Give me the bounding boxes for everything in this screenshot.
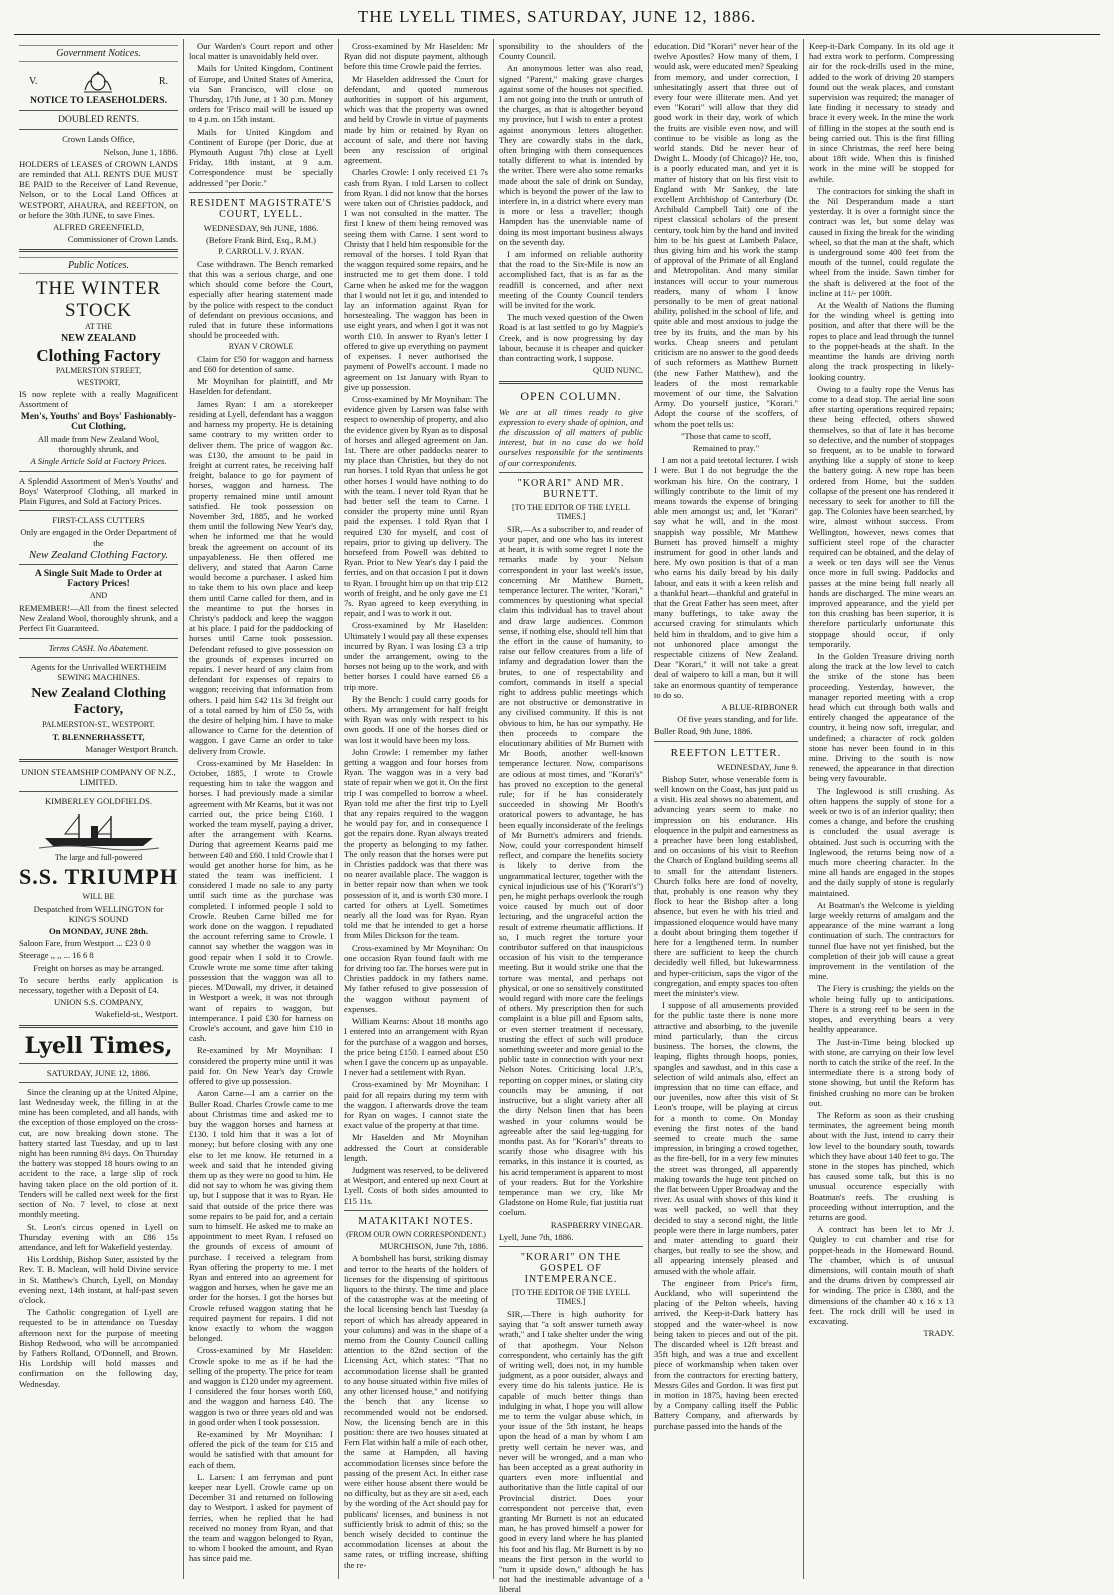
headline-matakitaki: MATAKITAKI NOTES. [358,1215,474,1227]
ad-line-4: A Single Article Sold at Factory Prices. [30,456,167,467]
ad-remember: REMEMBER!—All from the finest selected New Zealand Wool, thoroughly shrunk, and a Perfect Fit Guaranteed. [19,602,178,634]
coat-of-arms-icon [81,68,115,94]
rm-before: (Before Frank Bird, Esq., R.M.) [205,235,317,246]
divider [19,657,178,658]
article-para: L. Larsen: I am ferryman and punt keeper near Lyell. Crowle came up on December 31 and returned on following day to Westport. I asked for payment of ferries, when he replied that he had received no money from Ryan, and that the team and waggon belonged to Ryan, to whom I booked the amount, and Ryan has since paid me. [189,1471,333,1564]
article-para: Owing to a faulty rope the Venus has come to a dead stop. The aerial line soon after starting operations required repairs; these being effected, others showed themselves, so that of late it has become so defective, and the number of stoppages so frequent, as to be unable to forward anything like a supply of stone to keep the battery going. A new rope has been ordered from Home, but the sudden collapse of the present one has rendered it necessary to seek for another to fill the gap. The Colonies have been searched, by wire, almost without success. From Wellington, however, news comes that sufficient steel rope of the character required can be obtained, and the delay of a week or ten days will see the Venus once more in full swing. Paddocks and passes at the mine being full nearly all hands are discharged. The mine wears an improved appearance, and the yield per ton this crushing has been superior, it is therefore particularly unfortunate this stoppage should occur, if only temporarily. [809,383,954,649]
signature: QUID NUNC. [592,365,643,376]
article-para: Bishop Suter, whose venerable form is well known on the Coast, has just paid us a visit. His zeal shows no abatement, and advancing years seem to make no impression on his endurance. His eloquence in the pulpit and earnestness as a preacher have been long established, and on occasions of his visit to Reefton the Church of England building seems all to small for the attendant listeners. Church folks here are fond of novelty, that, probably is one reason why they flock to hear the Bishop after a long absence, but even he with his tried and impassioned eloquence would have many a doubt about bringing them together if here for a lengthened term. In number there are sufficient to keep the church decidedly well filled, but lukewarmness and hyper-criticism, saps the vigor of the congregation, and empty spaces too often meet the minister's view. [654,773,798,999]
article-para: Re-examined by Mr Moynihan: I considered the property mine until it was paid for. On New Year's day Crowle offered to give up possession. [189,1045,333,1087]
ad-nzcf: New Zealand Clothing Factory. [28,548,169,561]
article-para: Keep-it-Dark Company. In its old age it had extra work to perform. Compressing air for the rock-drills used in the mine, added to the work of driving 20 stampers found out the weak places, and constant supervision was required; the manager of late finding it necessary to steady and brace it every week. In the mine the work of filling in the stopes at the south end is being carried out. This is the first filling in since Christmas, the reef here being about 18ft wide. When this is finished work in the mine will be stopped for awhile. [809,41,954,184]
section-public-notices: Public Notices. [19,257,178,274]
article-para: Mails for United Kingdom and Continent of Europe (per Doric, due at Plymouth August 7th) close at Lyell Friday, 18th instant, at 9 a.m. Correspondence must be specially addressed "per Doric." [189,126,333,188]
headline-rm-court: RESIDENT MAGISTRATE'S COURT, LYELL. [189,197,333,220]
seal-v: V. [29,75,38,87]
article-para: I suppose of all amusements provided for the public taste there is none more attractive and absorbing, to the juvenile mind particularly, than the circus business. The horses, the clowns, the leaping, flights through hoops, ponies, spangles and sawdust, and in this case a selection of wild animals also, effect an impression that no time can efface, and our juveniles, now after this visit of St Leon's troupe, will be playing at circus for a month to come. On Monday evening the first notes of the band seemed to create much the same impression, in bringing a crowd together, as the fire-bell, for in a very few minutes the street was thronged, all apparently making towards the huge tent pitched on the flat between Upper Broadway and the river. As usual with shows of this kind it was well packed, so well that they decided to stay a second night, the little people were there in large numbers, pater and mater attending to guard their charges, but really to see the show, and all appearing intensely pleased and amused with the whole affair. [654,1000,798,1276]
notice-body: HOLDERS of LEASES of CROWN LANDS are reminded that ALL RENTS DUE MUST BE PAID to the Receiver of Land Revenue, Nelson, or to the Local Land Offices at WESTPORT, AHAURA, and REEFTON, on or before the 30th JUNE, to save Fines. [19,158,178,220]
ad-line-2: Men's, Youths' and Boys' Fashionably-Cut Clothing, [20,411,177,432]
article-para: Judgment was reserved, to be delivered at Westport, and entered up next Court at Lyell. Costs of both sides amounted to £15 11s. [344,1164,488,1206]
signer-role: Commissioner of Crown Lands. [67,234,178,245]
divider [19,110,178,111]
ad-line-1: IS now replete with a really Magnificent Assortment of [19,389,178,410]
article-para: The contractors for sinking the shaft in the Nil Desperandum made a start yesterday. It is over a fortnight since the contract was let, but some delay was caused in fixing the break for the winding wheel, so that the man at the shaft, which is underground some 400 feet from the mouth of the tunnel, could regulate the wheel from the inside. Sawn timber for the shaft is delivered at the foot of the incline at 11/- per 100ft. [809,185,954,298]
article-para: At the Wealth of Nations the fluming for the winding wheel is getting into position, and after that there will be the ropes to place and lead through the tunnel to the poppet-heads at the shaft. In the meantime the hands are driving north along the track prospecting in likely-looking country. [809,300,954,382]
article-para: Cross-examined by Mr Haselden: Mr Ryan did not dispute payment, although before this time Crowle paid the ferries. [344,41,488,72]
article-para: The Fiery is crushing; the yields on the whole being fully up to anticipations. There is a strong reef to be seen in the stopes, and everything bears a very healthy appearance. [809,983,954,1035]
poem-line: Remained to pray." [692,442,760,453]
to-editor: [TO THE EDITOR OF THE LYELL TIMES.] [512,502,630,522]
notice-subtitle: DOUBLED RENTS. [57,114,139,126]
ad-cutters-2: Only are engaged in the Order Department of the [20,527,177,548]
reefton-date: WEDNESDAY, June 9. [716,761,798,772]
seal-r: R. [158,75,168,87]
office-name: Crown Lands Office, [62,134,135,145]
divider [654,741,798,742]
article-para: John Crowle: I remember my father getting a waggon and four horses from Ryan. The waggon was in a very bad state of repair when we got it. On the first trip I was compelled to borrow a wheel. Ryan told me after the first trip to Lyell that any repairs required to the waggon he would pay for, and in consequence I got the repairs done. Ryan always treated the property as belonging to my father. The only reason that the horses were put in Christies paddock was that there was no nearer available place. The waggon is in better repair now than when we took possession of it, and is worth £30 more. I carted for others at Lyell. Sometimes nearly all the load was for Ryan. Ryan told me that he intended to get a horse from Miles Dickson for the team. [344,746,488,941]
headline-reefton-letter: REEFTON LETTER. [670,746,782,759]
columns [14,39,1100,1595]
article-para: James Ryan: I am a storekeeper residing at Lyell, defendant has a waggon and harness my property. He is detaining same contrary to my written order to deliver them. The price of waggon &c. was £130, the amount to be paid in freight at current rates, he receiving half freight, balance to go for payment of horses, waggon and harness. The property remained mine until amount satisfied. He took possession on November 3rd, 1885, and he worked them until the following New Year's day, when he informed me that he would break the agreement on account of its unpayableness. He then offered me delivery, and stated that Aaron Carne would become a purchaser. I asked him to take them to his own place and keep them until Carne called for them, and in the meantime to put the horses in Christy's paddock and keep the waggon at his place. I paid for the paddocking of horses until Carne took possession. Defendant refused to give possession on the grounds of expenses incurred on repairs. I never heard of any claim from defendant for expenses of repairs to waggon; receiving that information from others. I paid him £42 11s 3d freight out of a total earned by him of £50 5s, with the desire of helping him. I have to make allowance to Carne for the detention of waggon. I gave Carne an order to take delivery from Crowle. [189,398,333,756]
article-para: In the Golden Treasure driving north along the track at the low level to catch the strike of the stone has been proceeding. Yesterday, however, the manager reported meeting with a crop head which cut through both walls and entirely changed the appearance of the country, it being now soft, irregular, and undefined; a character of rock golden stone has never been found in in this mine. Driving to the south is now renewed, the appearance in that direction being very favourable. [809,650,954,784]
column-4 [494,39,649,1595]
poem-line: "Those that came to scoff, [681,430,771,441]
ad-kimberley: KIMBERLEY GOLDFIELDS. [44,796,153,807]
ad-usc-2: Wakefield-st., Westport. [95,1009,178,1020]
signature: A BLUE-RIBBONER [721,702,798,712]
signature: RASPBERRY VINEGAR. [550,1219,643,1230]
ad-blennerhassett: T. BLENNERHASSETT, [52,731,145,742]
mat-sub: (FROM OUR OWN CORRESPONDENT.) [346,1229,486,1239]
article-para: The Just-in-Time being blocked up with stone, are carrying on their low level north to catch the strike of the reef. In the intermediate there is a strong body of stone showing, but until the Reform has finished crushing no more can be broken out. [809,1036,954,1108]
divider [189,192,333,193]
ad-will-be: WILL BE [82,892,115,902]
article-para: Mr Moynihan for plaintiff, and Mr Haselden for defendant. [189,376,333,397]
ad-secure: To secure berths early application is necessary, together with a Deposit of £4. [19,974,178,996]
ad-large: The large and full-powered [54,852,143,862]
signature-place: Lyell, June 7th, 1886. [499,1231,574,1242]
article-para: The Inglewood is still crushing. As often happens the supply of stone for a week or two is of an inferior quality; then comes a change, and before the crushing is concluded the usual average is obtained. Just such is occurring with the Inglewood, the returns being now of a much more cheering character. In the mine all hands are engaged in the stopes and the daily supply of stone is regularly maintained. [809,785,954,898]
signature: TRADY. [923,1328,954,1339]
steamship-illustration [39,810,159,850]
ad-freight: Freight on horses as may be arranged. [33,962,164,973]
divider [499,1246,643,1247]
case-title: RYAN V CROWLE [228,342,294,352]
divider [499,472,643,473]
ad-new-zealand: NEW ZEALAND [60,332,137,344]
divider [19,1025,178,1028]
signer: ALFRED GREENFIELD, [53,222,144,233]
office-date: Nelson, June 1, 1886. [103,146,178,157]
ad-steerage: Steerage ,, ,, ... 16 6 8 [19,950,94,961]
article-para: Charles Crowle: I only received £1 7s cash from Ryan. I told Larsen to collect from Ryan. I did not know that the horses were taken out of Christies paddock, and I was not consulted in the matter. The first I knew of them being removed was seeing them with Carne. I sent word to Christy that I held him responsible for the removal of the horses. I told Ryan that the waggon required some repairs, and he instructed me to get them done. I told Carne when he asked me for the waggon that I would not let it go, and intended to lay an information against Ryan for horsestealing. The waggon has been in use eight years, and when I got it was not worth £10. In answer to Ryan's letter I offered to give up everything on payment of expenses. I never authorised the payment of Powell's account. I made no agreement on 1st January with Ryan to give up possession. [344,167,488,392]
article-para: Cross-examined by Mr Moynihan: On one occasion Ryan found fault with me for driving too far. The horses were put in Christies paddock in my fathers name. My father refused to give possession of the waggon without payment of expenses. [344,942,488,1014]
divider [19,564,178,565]
notice-title: NOTICE TO LEASEHOLDERS. [30,95,167,106]
column-5 [649,39,804,1579]
article-para: Mails for United Kingdom, Continent of Europe, and United States of America, via San Francisco, will close on Thursday, 17th June, at 1 30 p.m. Money orders for 'Frisco mail will be issued up to 4 p.m. on 15th instant. [189,63,333,125]
ad-street: PALMERSTON STREET, [55,366,142,376]
article-para: Mr Haselden addressed the Court for defendant, and quoted numerous authorities in support of his argument, which was that the property was owned and held by Crowle in virtue of payments made by him or retained by Ryan on account of sale, and there not having been any rescission of original agreement. [344,73,488,166]
signature-place: Buller Road, 9th June, 1886. [654,726,753,737]
article-para: education. Did "Korari" never hear of the twelve Apostles? How many of them, I would ask, were educated men? Speaking from memory, and under correction, I unhesitatingly assert that three out of every four were illiterate men. And yet even "Korari" will allow that they did good work in their day, work of which the fruits are visible even now, and will continue to be visible as long as the world stands. Did he never hear of Dwight L. Moody (of Chicago)? He, too, is a poorly educated man, and yet it is matter of history that on his first visit to England with Mr Sankey, the late excellent Archbishop of Canterbury (Dr. Archibald Campbell Tait) one of the ripest classical scholars of the present century, took him by the hand and invited him to be his guest at Lambeth Palace, thus giving him and his work the stamp of approval of the Primate of all England and Metropolitan. And many similar instances will occur to your numerous readers, many of whom I know personally to be men of great national ability, polished in the school of life, and quite able and most anxious to judge the tree by its fruits, and the man by his works. Cheap sneers and petulant criticism are no answer to the good deeds of such reformers as Matthew Burnett (the new Father Matthew), and the leaders of the most remarkable movement of our time, the Salvation Army. Do yourself justice, "Korari." Adopt the course of the scoffers, of whom the poet tells us: [654,41,798,429]
ad-manager: Manager Westport Branch. [85,743,178,754]
article-para: Mr Haselden and Mr Moynihan addressed the Court at considerable length. [344,1132,488,1163]
article-para: Cross-examined by Mr Moynihan: I paid for all repairs during my term with the waggon. I afterwards drove the team for Ryan on wages. I cannot state the exact value of the property at that time. [344,1079,488,1131]
ad-street-2: PALMERSTON-ST., WESTPORT. [42,720,155,730]
article-para: The much vexed question of the Owen Road is at last settled to go by Magpie's Creek, and is now progressing by day labour, because it is cheaper and quicker than contracting work, I suppose. [499,312,643,364]
divider [19,471,178,472]
article-para: Cross-examined by Mr Moynihan: The evidence given by Larsen was false with respect to ownership of property, and also the evidence given by Ryan as to disposal of horses and alleged agreement on Jan. 1st. There are other paddocks nearer to my place than Christies, but they do not run horses. I told Ryan that unless he got other horses I would have nothing to do with the team. I never told Ryan that he had better sell the team to Carne. I consider the property mine until Ryan paid the expenses. I told Ryan that I required £30 for myself, and cost of repairs, prior to giving up delivery. The horsefeed from Powell was debited to Ryan. Prior to New Year's day I paid the ferries, and on that occasion I put it down to Ryan. I brought him up on that trip £12 worth of freight, and he only gave me £1 7s. Ryan agreed to keep everything in repair, and I was to work it out. [344,393,488,619]
article-para: A bombshell has burst, striking dismay and terror to the hearts of the holders of licenses for the dispensing of spirituous liquors to the thirsty. The time and place of the catastrophe was at the meeting of the local licensing bench last Tuesday (a report of which has already appeared in your columns) and was in the shape of a memo from the County Council calling attention to the 82nd section of the Licensing Act, which states: "That no accommodation license shall be granted to any house situated within five miles of any other licensed house," and notifying the bench that any license so recommended would not be endorsed. Now, the licensing bench are in this position: there are two houses situated at Fern Flat within half a mile of each other, the same at Hampden, all having accommodation licenses since before the passing of the present Act. In either case were either house absent there would be no difficulty, but as they are sit a-ed, each by the wording of the Act should pay for publicans' licenses, and business is not sufficiently brisk to admit of this; so the bench wisely decided to continue the accommodation licenses at about the same rates, or trifling increase, shifting the re- [344,1253,488,1570]
article-para: sponsibility to the shoulders of the County Council. [499,41,643,62]
ad-at-the: AT THE [84,322,113,332]
ad-winter-stock: THE WINTER STOCK [35,278,162,322]
signature-sub: Of five years standing, and for life. [677,714,798,725]
editorial-para: St. Leon's circus opened in Lyell on Thursday evening with an £86 15s attendance, and left for Wakefield yesterday. [19,1221,178,1252]
editorial-para: His Lordship, Bishop Suter, assisted by the Rev. T. B. Maclean, will hold Divine service in St. Matthew's Church, Lyell, on Monday evening next, 14th instant, at half-past seven o'clock. [19,1254,178,1305]
article-para: At Boatman's the Welcome is yielding large weekly returns of amalgam and the appearance of the mine warrant a long continuation of such. The contractors for tunnel flue have not yet finished, but the completion of their job will cause a great improvement in the ventilation of the mine. [809,899,954,982]
divider [19,791,178,792]
headline-korari-gospel: "KORARI" ON THE GOSPEL OF INTEMPERANCE. [520,1251,622,1285]
ad-saloon: Saloon Fare, from Westport ... £23 0 0 [19,938,151,949]
open-column-note: We are at all times ready to give expression to every shade of opinion, and the discussion of all matters of public interest, but in no case do we hold ourselves responsible for the sentiments of our correspondents. [499,406,643,468]
editorial-para: The Catholic congregation of Lyell are requested to be in attendance on Tuesday afternoon next for the purpose of meeting Bishop Redwood, who will be accompanied by Fathers Rolland, O'Donnell, and Brown. His Lordship will hold masses and confirmation on the following day, Wednesday. [19,1307,178,1389]
divider [19,638,178,639]
divider [19,1082,178,1083]
divider [19,249,178,252]
section-government-notices: Government Notices. [19,45,178,62]
article-para: An anonymous letter was also read, signed "Parent," making grave charges against some of the houses not specified. I am not going into the truth or untruth of the charges, as that is altogether beyond my province, but I wish to enter a protest against anonymous letters altogether. They are cowardly stabs in the dark, often bringing with them consequences totally different to what is intended by the writer. There were also some remarks made about the sale of drink on Sunday, which is beyond the power of the law to interfere in, in a district where every man is more or less a traveller; though Hampden has the unenviable name of doing its most important business always on the seventh day. [499,63,643,247]
rm-date: WEDNESDAY, 9th JUNE, 1886. [203,222,319,233]
divider [19,510,178,511]
ad-ss-triumph: S.S. TRIUMPH [19,864,178,890]
issue-date: SATURDAY, JUNE 12, 1886. [46,1067,151,1078]
article-para: William Kearns: About 18 months ago I entered into an arrangement with Ryan for the purchase of a waggon and horses, the price being £150. I earned about £50 when I gave the concern up as unpayable. I never had a settlement with Ryan. [344,1016,488,1078]
royal-seal [19,66,178,96]
article-para: Cross-examined by Mr Haselden: In October, 1885, I wrote to Crowle requesting him to take the waggon and horses. I had previously made a similar agreement with Mr Kearns, but it was not carried out, the price being £160. I worked the team myself, paying a driver, after the arrangement with Kearns. During that agreement Kearns paid me between £40 and £60. I told Crowle that I would get another horse for him, as he stated the team was inefficient. I considered I made no sale to any party until such time as the purchase was completed. I informed people I sold to Crowle. Reuben Carne billed me for work done on the waggon. I repudiated the account referring same to Crowle. I cannot say whether the waggon was in good repair when I sold it to Crowle. Crowle wrote me some time after taking possession that the waggon was all to pieces. M'Dowall, my driver, it detained in Westport a week, it was not through want of repairs to waggon, but intemperance. I paid £30 for harness on Crowle's account, and gave him £10 in cash. [189,757,333,1044]
article-para: The Reform as soon as their crushing terminates, the agreement being month about with the Just, intend to carry their low level to the boundary south, towards which they have about 140 feet to go. The stone in the stopes has pinched, which has caused some talk, but this is no unusual occurence especially with Boatman's reefs. The crushing is proceeding without interruption, and the returns are good. [809,1109,954,1222]
column-1 [14,39,184,1579]
divider [499,381,643,384]
ad-single-suit: A Single Suit Made to Order at Factory Prices! [34,567,163,590]
divider [344,1210,488,1211]
article-para: Our Warden's Court report and other local matter is unavoidably held over. [189,41,333,62]
ad-and: AND [89,591,108,601]
ad-despatched: Despatched from WELLINGTON for KING'S SOUND [33,903,164,924]
article-para: Case withdrawn. The Bench remarked that this was a serious charge, and one which should come before the Court, especially after hearing statement made by the police with respect to the conduct of defendant on previous occasions, and ruled that in future these informations should be proceeded with. [189,258,333,341]
to-editor: [TO THE EDITOR OF THE LYELL TIMES.] [512,1287,630,1307]
ad-line-3: All made from New Zealand Wool, thoroughly shrunk, and [37,433,160,455]
article-para: Claim for £50 for waggon and harness and £60 for detention of same. [189,353,333,375]
ad-usc: UNION S.S. COMPANY, [53,997,144,1008]
article-para: The engineer from Price's firm, Auckland, who will superintend the placing of the Pelton wheels, having arrived, the Keep-it-Dark battery has stopped and the water-wheel is now being taken to pieces and out of the pit. The discarded wheel is 12ft breast and 35ft high, and was a true and excellent piece of workmanship when taken over from the contractors for erecting battery, Messrs Giles and Gordon. It was first put in motion in 1875, having been erected by a Company calling itself the Public Battery Company, and afterwards by purchase passed into the hands of the [654,1277,798,1431]
divider [19,759,178,762]
article-para: Aaron Carne—I am a carrier on the Buller Road. Charles Crowle came to me about Christmas time and asked me to buy the waggon horses and harness at £130. I told him that it was a lot of money; but before closing with any one else to let me know. He returned in a week and said that he intended giving them up as they were no good to him. He did not say to whom he was giving them up, but I suppose that it was to Ryan. He said that outside of the price there was some repairs to be paid for, and a certain sum to himself. He asked me to make an appointment to meet Ryan. I refused on the grounds of excess of amount of purchase. I received a telegram from Ryan offering the property to me. I met Ryan and entered into an agreement for waggon and horses, when he gave me an order for the horses. I got the horses but Crowle refused waggon stating that he required payment for repairs. I did not know exactly to whom the waggon belonged. [189,1088,333,1344]
case-title: P. CARROLL V. J. RYAN. [218,247,304,257]
steamship-icon [19,810,178,850]
lyell-times-logo: Lyell Times, [24,1032,173,1059]
ad-union: UNION STEAMSHIP COMPANY OF N.Z., LIMITED. [21,767,176,788]
headline-korari-burnett: "KORARI" AND MR. BURNETT. [517,477,625,500]
editorial-para: Since the cleaning up at the United Alpine, last Wednesday week, the filling in at the mine has been completed, and all hands, with the exception of those employed on the cross-cut, are now breaking down stone. The battery started last Tuesday, and up to last night has been running 8½ days. On Thursday the battery was stopped 18 hours owing to an accident to the race, a large slip of rock having taken place on the old portion of it. Tenders will be called next week for the first section of No. 7 level, to close at next monthly meeting. [19,1086,178,1220]
article-para: Cross-examined by Mr Haselden: Crowle spoke to me as if he had the selling of the property. The price for team and waggon is £120 under my agreement. I considered the four horses worth £60, and the waggon and harness £40. The waggon is two or three years old and was in good order when I took possession. [189,1345,333,1427]
masthead [14,0,1100,35]
column-2 [184,39,339,1579]
ad-terms: Terms CASH. No Abatement. [48,642,149,653]
article-para: SIR,—As a subscriber to, and reader of your paper, and one who has its interest at heart, it is with some regret I note the remarks made by your Nelson correspondent in your last week's issue, concerning Mr Matthew Burnett, temperance lecturer. The writer, "Korari," commences by questioning what special claim this individual has to travel about and draw large audiences. Common sense, if nothing else, should tell him that the effort in the cause of humanity, to raise our fellow creatures from a life of infamy and degradation lower than the brutes, to one of respectability and comfort, commands in itself a special right to address public meetings which are not obstructive or demonstrative in any civilised community. If this is not obvious to him, he has our sympathy. He then proceeds to compare the elocutionary abilities of Mr Burnett with Mr Booth, another well-known temperance lecturer. Now, comparisons are odious at most times, and "Korari's" has proved no exception to the general rule; for if he has considerately succeeded in showing Mr Booth's oratorical powers to advantage, he has been equally inconsiderate of the feelings of Mr Burnett's admirers and friends. Now, could your correspondent himself reflect, and compare the benefits society is likely to derive from the ungrammatical lecturer, together with the cynical injudicious use of his ("Korari's") pen, he might perhaps overlook the rough voice caused by much out of door lecturing, and the ungraceful action the result of extreme rheumatic afflictions. If so, I much regret the torture your contributor suffered on that inauspicious occasion of his visit to the temperance meeting. But it would strike one that the torture was mental, and perhaps not physical, or one so sensitively constituted would regard with more care the feelings of others. My prescription then for such complaint is a blue pill and Epsom salts, or even sterner treatment if necessary, trusting the effect of such will produce something sweeter and more genial to the public taste in connection with your next Nelson Notes. Criticising local J.P.'s, reporting on copper mines, or slating city councils may be amusing, if not instructive, but a slight variety after all the dirty Nelson linen that has been washed in your columns would be agreeable after the said leg-tugging for months past. As for "Korari's" threats to scarify those who disagree with his remarks, in this instance it is courted, as his acrid temperament is apparent to most of your readers. But for the Yorkshire temperance man we cry, like Mr Gladstone on Home Rule, fiat justitia ruat coelum. [499,523,643,1218]
ad-clothing-factory: Clothing Factory [36,346,161,366]
ad-town: WESTPORT, [76,377,121,387]
divider [19,1063,178,1064]
article-para: By the Bench: I could carry goods for others. My arrangement for half freight with Ryan was only with respect to his own goods. If one of the horses died or was lost it would have been my loss. [344,693,488,745]
article-para: Re-examined by Mr Moynihan: I offered the pick of the team for £15 and would be satisfied with that amount for each of them. [189,1429,333,1470]
mat-date: MURCHISON, June 7th, 1886. [379,1241,488,1252]
masthead-text: THE LYELL TIMES, SATURDAY, JUNE 12, 1886. [357,7,757,26]
ad-monday: On MONDAY, JUNE 28th. [49,926,148,937]
column-3 [339,39,494,1579]
ad-cutters: FIRST-CLASS CUTTERS [52,515,145,526]
ad-nzcf-2: New Zealand Clothing Factory, [31,686,166,718]
article-para: SIR,—There is high authority for saying that "a soft answer turneth away wrath," and I take shelter under the wing of that apothegm. Your Nelson correspondent, who certainly has the gift of writing well, does not, in my humble judgment, as a poor outsider, always and every time do his talents justice. He is capable of much better things than indulging in what, I hope you will allow me to term the vulgar abuse which, in your issue of the 5th instant, he heaps upon the head of a man by whom I am pretty well certain he never was, and never will be wronged, and a man who has been accepted as a great authority in quarters even more influential and authoritative than the little capital of our Provincial district. Does your correspondent not perceive that, even granting Mr Burnett is not an educated man, he has proved himself a power for good in every land where he has planted his foot and his flag. Mr Burnett is by no means the first person in the world to "turn it upside down," although he has not had the inestimable advantage of a liberal [499,1308,643,1595]
column-6 [804,39,959,1579]
divider [19,129,178,130]
article-para: I am not a paid teetotal lecturer. I wish I were. But I do not begrudge the the workman his hire. On the contrary, I willingly contribute to the limit of my means towards the expense of bringing able men amongst us; and, let "Korari" say what he will, and in the most snappish way possible, Mr Matthew Burnett has proved himself a mighty instrument for good in other lands and here. My own position is that of a man who earns his daily bread by his daily labour, and eats it with a keen relish and a thankful heart—thankful and grateful in that the Great Father has seen meet, after many buffetings, to take away the accursed craving for stimulants which held him in thraldom, and to give him a not unhonored place amongst the respectable citizens of New Zealand. Dear "Korari," it will not take a great deal of waipero to kill a man, but it will take an enormous quantity of temperance to do so. [654,455,798,700]
article-para: Cross-examined by Mr Haselden: Ultimately I would pay all these expenses incurred by Ryan. I was losing £3 a trip under the arrangement, owing to the horses not being up to the work, and with better horses I could have earned £6 a trip more. [344,620,488,692]
headline-open-column: OPEN COLUMN. [520,388,622,403]
article-para: I am informed on reliable authority that the road to the Six-Mile is now an accomplished fact, that is as far as the readfill is concerned, and after next meeting of the County Council tenders will be invited for the work. [499,249,643,311]
ad-line-5: A Splendid Assortment of Men's Youths' and Boys' Waterproof Clothing, all marked in Plain Figures, and Sold at Factory Prices. [19,475,178,506]
article-para: A contract has been let to Mr J. Quigley to cut chamber and rise for poppet-heads in the Homeward Bound. The chamber, which is of unusual dimensions, will contain mouth of shaft and the drums driven by compressed air for winding. The price is £380, and the dimensions of the chamber 40 x 16 x 13 feet. The rock drill will be used in excavating. [809,1224,954,1326]
ad-agents: Agents for the Unrivalled WERTHEIM SEWING MACHINES. [30,661,167,682]
